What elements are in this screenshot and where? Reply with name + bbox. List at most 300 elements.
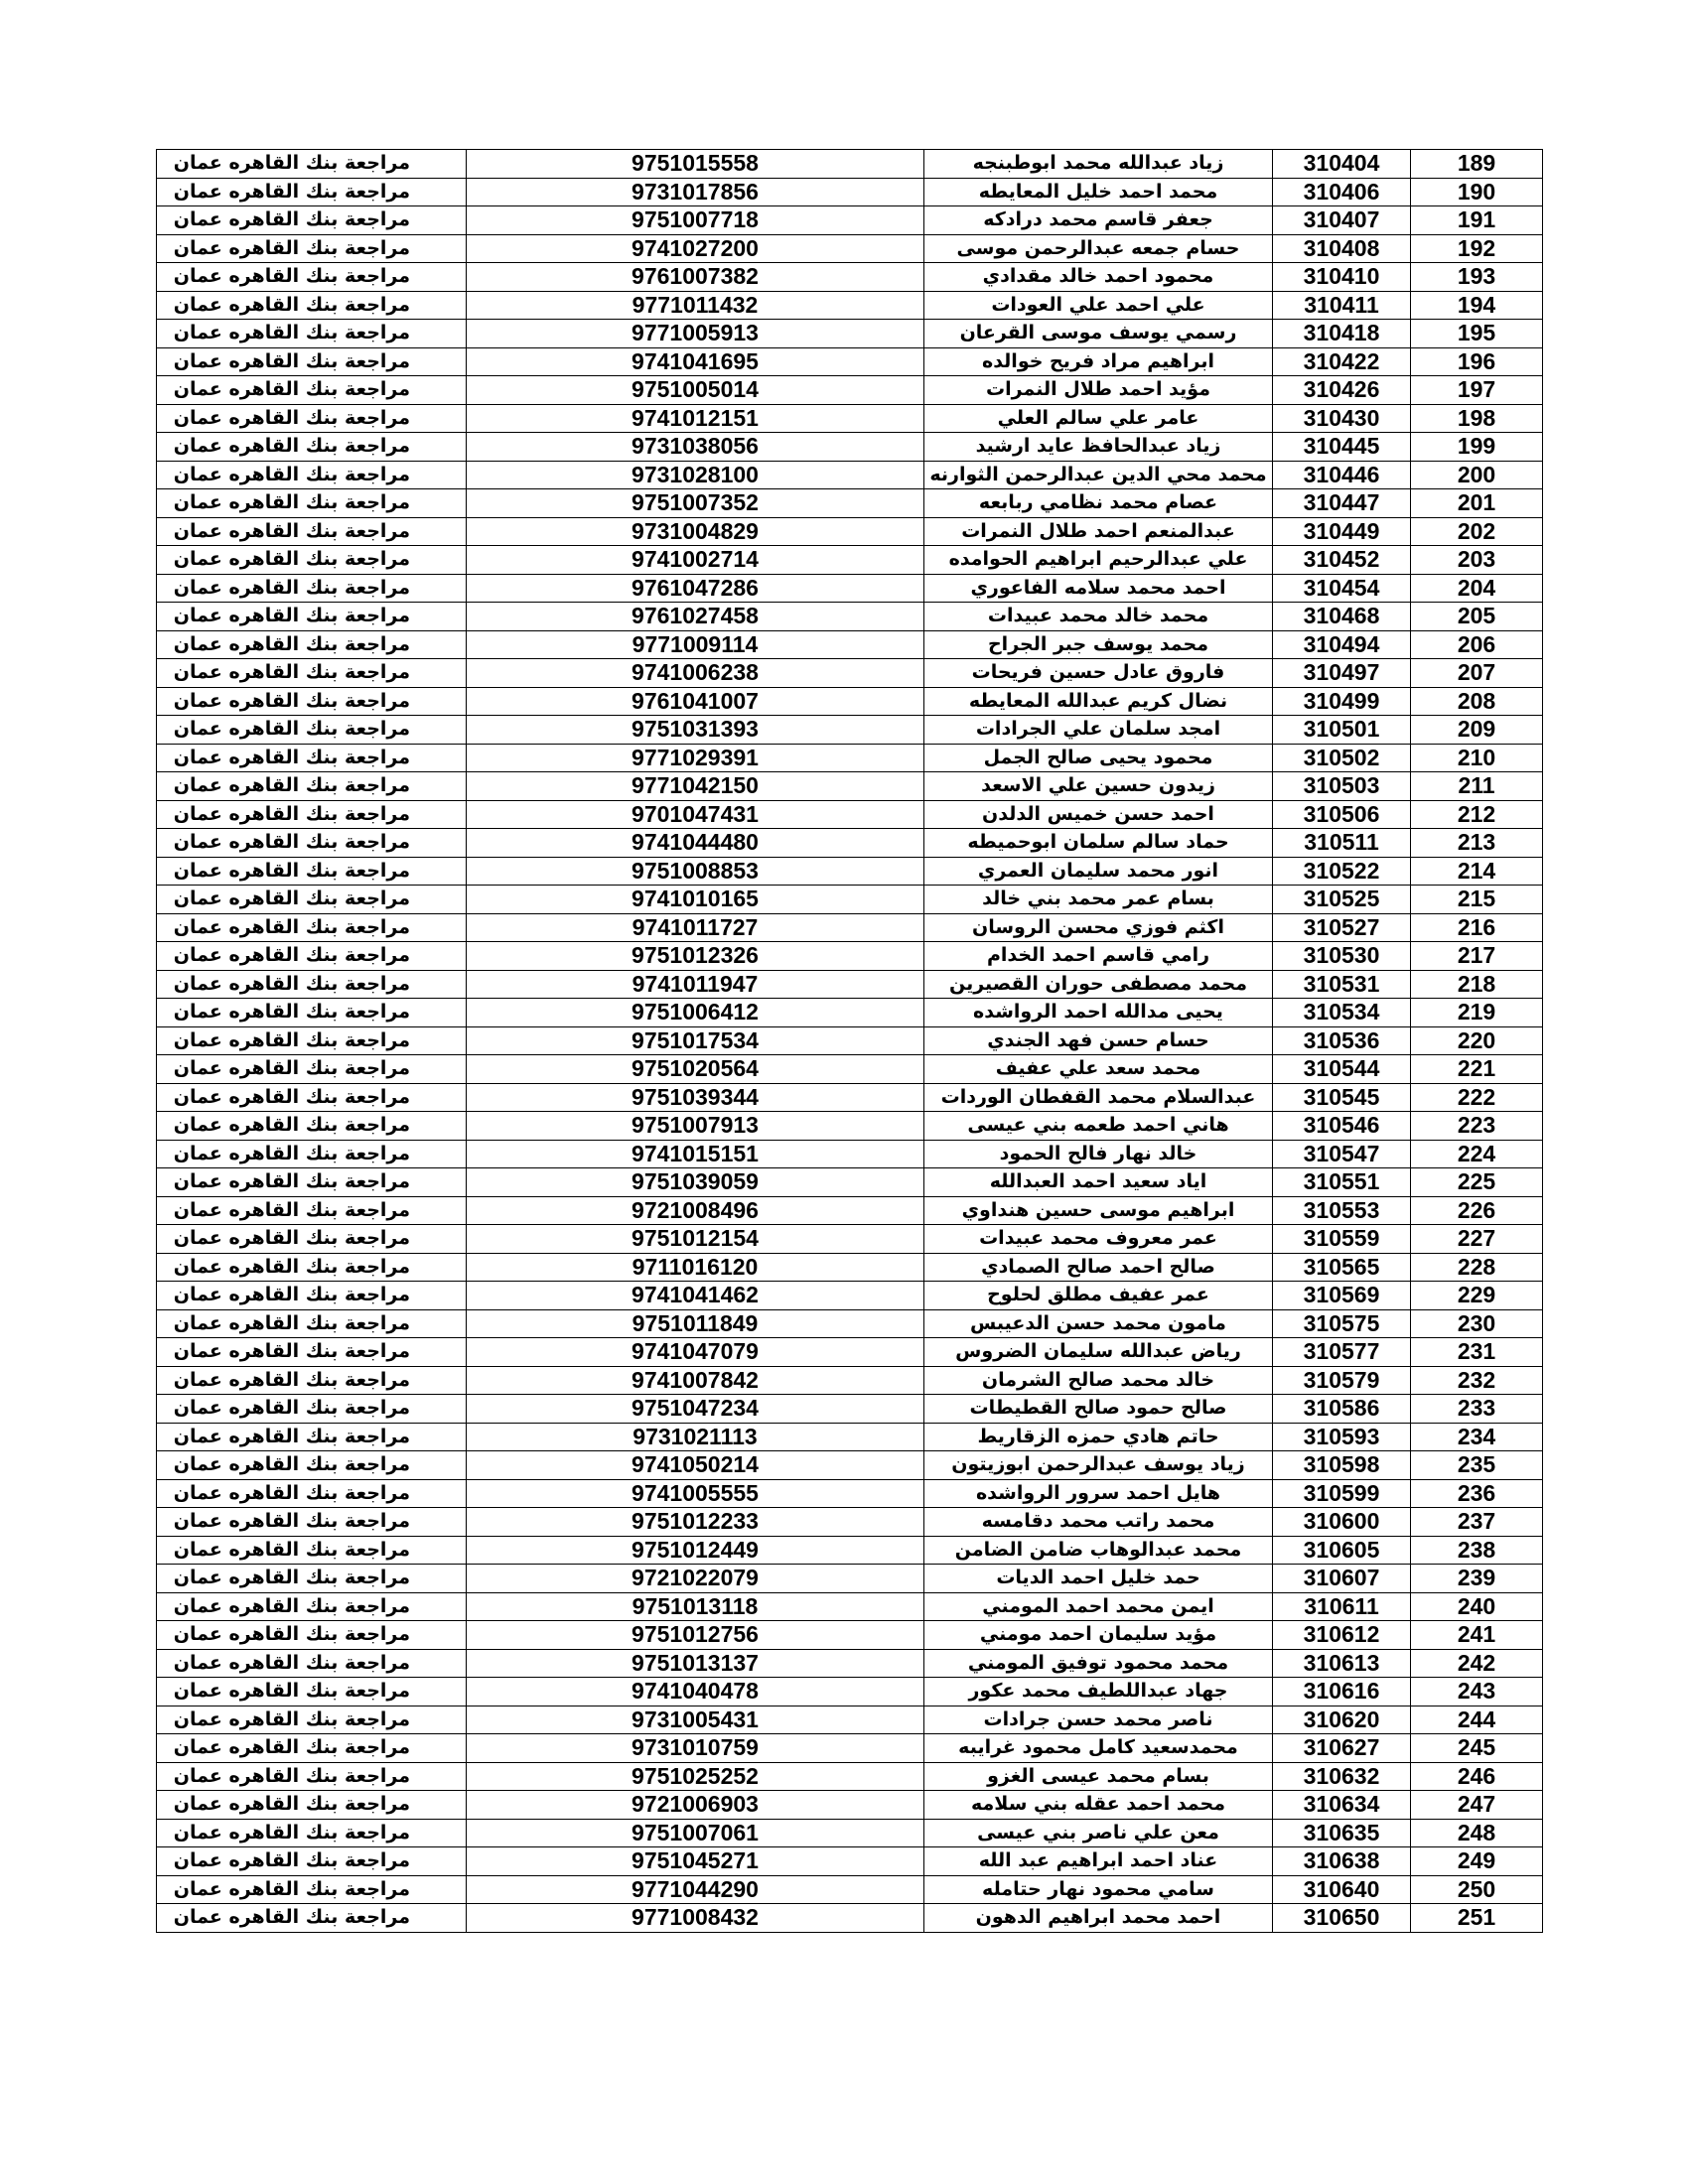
- sequence-number-cell: 227: [1411, 1225, 1543, 1254]
- id-number-cell: 310575: [1273, 1309, 1411, 1338]
- table-row: [157, 574, 1543, 603]
- sequence-number-cell: 202: [1411, 517, 1543, 546]
- sequence-number-cell: 208: [1411, 687, 1543, 716]
- review-note-cell: مراجعة بنك القاهره عمان: [157, 687, 467, 716]
- review-note-cell: مراجعة بنك القاهره عمان: [157, 603, 467, 631]
- person-name-cell: محمد محي الدين عبدالرحمن الثوارنه: [924, 461, 1273, 489]
- person-name-cell: محمود يحيى صالح الجمل: [924, 744, 1273, 772]
- phone-number-cell: 9701047431: [467, 800, 924, 829]
- phone-number-cell: 9731038056: [467, 433, 924, 462]
- sequence-number-cell: 231: [1411, 1338, 1543, 1367]
- review-note-cell: مراجعة بنك القاهره عمان: [157, 1649, 467, 1678]
- sequence-number-cell: 200: [1411, 461, 1543, 489]
- person-name-cell: محمد راتب محمد دقامسه: [924, 1508, 1273, 1537]
- person-name-cell: اياد سعيد احمد العبدالله: [924, 1168, 1273, 1197]
- person-name-cell: عصام محمد نظامي ربابعه: [924, 489, 1273, 518]
- table-row: [157, 1395, 1543, 1424]
- table-row: [157, 772, 1543, 801]
- sequence-number-cell: 246: [1411, 1762, 1543, 1791]
- table-row: [157, 1451, 1543, 1480]
- phone-number-cell: 9751039344: [467, 1083, 924, 1112]
- table-row: [157, 150, 1543, 179]
- person-name-cell: محمد احمد خليل المعايطه: [924, 178, 1273, 206]
- sequence-number-cell: 221: [1411, 1055, 1543, 1084]
- phone-number-cell: 9741015151: [467, 1140, 924, 1168]
- id-number-cell: 310607: [1273, 1565, 1411, 1593]
- id-number-cell: 310565: [1273, 1253, 1411, 1282]
- person-name-cell: عمر عفيف مطلق لحلوح: [924, 1282, 1273, 1310]
- id-number-cell: 310559: [1273, 1225, 1411, 1254]
- phone-number-cell: 9751047234: [467, 1395, 924, 1424]
- phone-number-cell: 9771042150: [467, 772, 924, 801]
- table-row: [157, 517, 1543, 546]
- person-name-cell: حسام جمعه عبدالرحمن موسى: [924, 234, 1273, 263]
- table-row: [157, 206, 1543, 235]
- phone-number-cell: 9751031393: [467, 716, 924, 745]
- sequence-number-cell: 249: [1411, 1847, 1543, 1876]
- review-note-cell: مراجعة بنك القاهره عمان: [157, 630, 467, 659]
- table-row: [157, 1225, 1543, 1254]
- review-note-cell: مراجعة بنك القاهره عمان: [157, 1875, 467, 1904]
- id-number-cell: 310430: [1273, 404, 1411, 433]
- table-row: [157, 1875, 1543, 1904]
- review-note-cell: مراجعة بنك القاهره عمان: [157, 546, 467, 575]
- sequence-number-cell: 198: [1411, 404, 1543, 433]
- phone-number-cell: 9731017856: [467, 178, 924, 206]
- review-note-cell: مراجعة بنك القاهره عمان: [157, 1508, 467, 1537]
- id-number-cell: 310586: [1273, 1395, 1411, 1424]
- review-note-cell: مراجعة بنك القاهره عمان: [157, 263, 467, 292]
- review-note-cell: مراجعة بنك القاهره عمان: [157, 1621, 467, 1650]
- table-row: [157, 829, 1543, 858]
- table-row: [157, 716, 1543, 745]
- id-number-cell: 310503: [1273, 772, 1411, 801]
- id-number-cell: 310501: [1273, 716, 1411, 745]
- sequence-number-cell: 223: [1411, 1112, 1543, 1141]
- review-note-cell: مراجعة بنك القاهره عمان: [157, 178, 467, 206]
- phone-number-cell: 9751045271: [467, 1847, 924, 1876]
- sequence-number-cell: 197: [1411, 376, 1543, 405]
- person-name-cell: بسام عمر محمد بني خالد: [924, 886, 1273, 914]
- phone-number-cell: 9731005431: [467, 1706, 924, 1734]
- table-row: [157, 886, 1543, 914]
- person-name-cell: عناد احمد ابراهيم عبد الله: [924, 1847, 1273, 1876]
- table-row: [157, 1253, 1543, 1282]
- table-row: [157, 291, 1543, 320]
- sequence-number-cell: 242: [1411, 1649, 1543, 1678]
- review-note-cell: مراجعة بنك القاهره عمان: [157, 1112, 467, 1141]
- review-note-cell: مراجعة بنك القاهره عمان: [157, 1565, 467, 1593]
- review-note-cell: مراجعة بنك القاهره عمان: [157, 1536, 467, 1565]
- review-note-cell: مراجعة بنك القاهره عمان: [157, 772, 467, 801]
- id-number-cell: 310635: [1273, 1819, 1411, 1847]
- phone-number-cell: 9751017534: [467, 1026, 924, 1055]
- id-number-cell: 310404: [1273, 150, 1411, 179]
- phone-number-cell: 9741044480: [467, 829, 924, 858]
- phone-number-cell: 9741047079: [467, 1338, 924, 1367]
- person-name-cell: محمد يوسف جبر الجراح: [924, 630, 1273, 659]
- person-name-cell: امجد سلمان علي الجرادات: [924, 716, 1273, 745]
- sequence-number-cell: 201: [1411, 489, 1543, 518]
- phone-number-cell: 9721008496: [467, 1196, 924, 1225]
- sequence-number-cell: 216: [1411, 913, 1543, 942]
- sequence-number-cell: 248: [1411, 1819, 1543, 1847]
- table-row: [157, 1112, 1543, 1141]
- id-number-cell: 310544: [1273, 1055, 1411, 1084]
- review-note-cell: مراجعة بنك القاهره عمان: [157, 1706, 467, 1734]
- sequence-number-cell: 217: [1411, 942, 1543, 971]
- id-number-cell: 310545: [1273, 1083, 1411, 1112]
- review-note-cell: مراجعة بنك القاهره عمان: [157, 1904, 467, 1933]
- id-number-cell: 310638: [1273, 1847, 1411, 1876]
- sequence-number-cell: 213: [1411, 829, 1543, 858]
- id-number-cell: 310611: [1273, 1592, 1411, 1621]
- sequence-number-cell: 247: [1411, 1791, 1543, 1820]
- review-note-cell: مراجعة بنك القاهره عمان: [157, 1734, 467, 1763]
- sequence-number-cell: 222: [1411, 1083, 1543, 1112]
- sequence-number-cell: 203: [1411, 546, 1543, 575]
- sequence-number-cell: 193: [1411, 263, 1543, 292]
- person-name-cell: محمود احمد خالد مقدادي: [924, 263, 1273, 292]
- review-note-cell: مراجعة بنك القاهره عمان: [157, 716, 467, 745]
- id-number-cell: 310634: [1273, 1791, 1411, 1820]
- phone-number-cell: 9771011432: [467, 291, 924, 320]
- person-name-cell: صالح حمود صالح القطيطات: [924, 1395, 1273, 1424]
- phone-number-cell: 9751012449: [467, 1536, 924, 1565]
- person-name-cell: ابراهيم مراد فريح خوالده: [924, 347, 1273, 376]
- table-row: [157, 1423, 1543, 1451]
- id-number-cell: 310446: [1273, 461, 1411, 489]
- table-row: [157, 234, 1543, 263]
- person-name-cell: رامي قاسم احمد الخدام: [924, 942, 1273, 971]
- person-name-cell: احمد محمد سلامه الفاعوري: [924, 574, 1273, 603]
- person-name-cell: زيدون حسين علي الاسعد: [924, 772, 1273, 801]
- table-row: [157, 433, 1543, 462]
- table-row: [157, 1168, 1543, 1197]
- table-row: [157, 1847, 1543, 1876]
- person-name-cell: جعفر قاسم محمد درادكه: [924, 206, 1273, 235]
- phone-number-cell: 9751006412: [467, 999, 924, 1027]
- person-name-cell: خالد محمد صالح الشرمان: [924, 1366, 1273, 1395]
- phone-number-cell: 9741041695: [467, 347, 924, 376]
- id-number-cell: 310502: [1273, 744, 1411, 772]
- id-number-cell: 310598: [1273, 1451, 1411, 1480]
- person-name-cell: احمد محمد ابراهيم الدهون: [924, 1904, 1273, 1933]
- id-number-cell: 310522: [1273, 857, 1411, 886]
- review-note-cell: مراجعة بنك القاهره عمان: [157, 404, 467, 433]
- sequence-number-cell: 229: [1411, 1282, 1543, 1310]
- table-row: [157, 1083, 1543, 1112]
- review-note-cell: مراجعة بنك القاهره عمان: [157, 942, 467, 971]
- review-note-cell: مراجعة بنك القاهره عمان: [157, 1140, 467, 1168]
- sequence-number-cell: 228: [1411, 1253, 1543, 1282]
- sequence-number-cell: 195: [1411, 320, 1543, 348]
- person-name-cell: عامر علي سالم العلي: [924, 404, 1273, 433]
- sequence-number-cell: 192: [1411, 234, 1543, 263]
- table-row: [157, 489, 1543, 518]
- id-number-cell: 310577: [1273, 1338, 1411, 1367]
- table-row: [157, 800, 1543, 829]
- review-note-cell: مراجعة بنك القاهره عمان: [157, 1762, 467, 1791]
- table-row: [157, 857, 1543, 886]
- table-row: [157, 913, 1543, 942]
- review-note-cell: مراجعة بنك القاهره عمان: [157, 857, 467, 886]
- id-number-cell: 310534: [1273, 999, 1411, 1027]
- person-name-cell: يحيى مدالله احمد الرواشده: [924, 999, 1273, 1027]
- phone-number-cell: 9751020564: [467, 1055, 924, 1084]
- sequence-number-cell: 230: [1411, 1309, 1543, 1338]
- sequence-number-cell: 209: [1411, 716, 1543, 745]
- id-number-cell: 310569: [1273, 1282, 1411, 1310]
- id-number-cell: 310406: [1273, 178, 1411, 206]
- table-row: [157, 1904, 1543, 1933]
- review-note-cell: مراجعة بنك القاهره عمان: [157, 291, 467, 320]
- phone-number-cell: 9751039059: [467, 1168, 924, 1197]
- id-number-cell: 310547: [1273, 1140, 1411, 1168]
- person-name-cell: انور محمد سليمان العمري: [924, 857, 1273, 886]
- phone-number-cell: 9741040478: [467, 1678, 924, 1706]
- sequence-number-cell: 236: [1411, 1479, 1543, 1508]
- person-name-cell: عبدالمنعم احمد طلال النمرات: [924, 517, 1273, 546]
- table-row: [157, 320, 1543, 348]
- id-number-cell: 310551: [1273, 1168, 1411, 1197]
- phone-number-cell: 9771029391: [467, 744, 924, 772]
- person-name-cell: فاروق عادل حسين فريحات: [924, 659, 1273, 688]
- review-note-cell: مراجعة بنك القاهره عمان: [157, 1026, 467, 1055]
- person-name-cell: بسام محمد عيسى الغزو: [924, 1762, 1273, 1791]
- phone-number-cell: 9761047286: [467, 574, 924, 603]
- table-row: [157, 1592, 1543, 1621]
- person-name-cell: محمد عبدالوهاب ضامن الضامن: [924, 1536, 1273, 1565]
- person-name-cell: عبدالسلام محمد القفطان الوردات: [924, 1083, 1273, 1112]
- person-name-cell: محمد سعد علي عفيف: [924, 1055, 1273, 1084]
- id-number-cell: 310593: [1273, 1423, 1411, 1451]
- table-row: [157, 744, 1543, 772]
- phone-number-cell: 9771005913: [467, 320, 924, 348]
- table-row: [157, 1309, 1543, 1338]
- review-note-cell: مراجعة بنك القاهره عمان: [157, 1678, 467, 1706]
- table-row: [157, 404, 1543, 433]
- phone-number-cell: 9751007913: [467, 1112, 924, 1141]
- review-note-cell: مراجعة بنك القاهره عمان: [157, 1395, 467, 1424]
- phone-number-cell: 9751012233: [467, 1508, 924, 1537]
- sequence-number-cell: 205: [1411, 603, 1543, 631]
- id-number-cell: 310527: [1273, 913, 1411, 942]
- person-name-cell: هاني احمد طعمه بني عيسى: [924, 1112, 1273, 1141]
- phone-number-cell: 9751008853: [467, 857, 924, 886]
- sequence-number-cell: 190: [1411, 178, 1543, 206]
- id-number-cell: 310650: [1273, 1904, 1411, 1933]
- id-number-cell: 310468: [1273, 603, 1411, 631]
- sequence-number-cell: 237: [1411, 1508, 1543, 1537]
- review-note-cell: مراجعة بنك القاهره عمان: [157, 461, 467, 489]
- review-note-cell: مراجعة بنك القاهره عمان: [157, 1282, 467, 1310]
- id-number-cell: 310627: [1273, 1734, 1411, 1763]
- sequence-number-cell: 233: [1411, 1395, 1543, 1424]
- roster-table: [156, 149, 1543, 1933]
- table-row: [157, 687, 1543, 716]
- review-note-cell: مراجعة بنك القاهره عمان: [157, 347, 467, 376]
- id-number-cell: 310506: [1273, 800, 1411, 829]
- sequence-number-cell: 199: [1411, 433, 1543, 462]
- id-number-cell: 310620: [1273, 1706, 1411, 1734]
- person-name-cell: حسام حسن فهد الجندي: [924, 1026, 1273, 1055]
- sequence-number-cell: 220: [1411, 1026, 1543, 1055]
- person-name-cell: محمد محمود توفيق المومني: [924, 1649, 1273, 1678]
- sequence-number-cell: 234: [1411, 1423, 1543, 1451]
- id-number-cell: 310525: [1273, 886, 1411, 914]
- person-name-cell: حمد خليل احمد الديات: [924, 1565, 1273, 1593]
- phone-number-cell: 9731028100: [467, 461, 924, 489]
- sequence-number-cell: 191: [1411, 206, 1543, 235]
- review-note-cell: مراجعة بنك القاهره عمان: [157, 800, 467, 829]
- sequence-number-cell: 219: [1411, 999, 1543, 1027]
- person-name-cell: احمد حسن خميس الدلدن: [924, 800, 1273, 829]
- phone-number-cell: 9751007061: [467, 1819, 924, 1847]
- phone-number-cell: 9751007352: [467, 489, 924, 518]
- person-name-cell: محمد احمد عقله بني سلامه: [924, 1791, 1273, 1820]
- person-name-cell: محمد خالد محمد عبيدات: [924, 603, 1273, 631]
- phone-number-cell: 9731010759: [467, 1734, 924, 1763]
- phone-number-cell: 9711016120: [467, 1253, 924, 1282]
- person-name-cell: زياد عبدالله محمد ابوطبنجه: [924, 150, 1273, 179]
- id-number-cell: 310536: [1273, 1026, 1411, 1055]
- person-name-cell: ابراهيم موسى حسين هنداوي: [924, 1196, 1273, 1225]
- person-name-cell: رسمي يوسف موسى القرعان: [924, 320, 1273, 348]
- table-row: [157, 1762, 1543, 1791]
- phone-number-cell: 9741027200: [467, 234, 924, 263]
- review-note-cell: مراجعة بنك القاهره عمان: [157, 913, 467, 942]
- table-row: [157, 1140, 1543, 1168]
- review-note-cell: مراجعة بنك القاهره عمان: [157, 1791, 467, 1820]
- person-name-cell: مؤيد احمد طلال النمرات: [924, 376, 1273, 405]
- id-number-cell: 310454: [1273, 574, 1411, 603]
- person-name-cell: حاتم هادي حمزه الزقاريط: [924, 1423, 1273, 1451]
- id-number-cell: 310410: [1273, 263, 1411, 292]
- phone-number-cell: 9721022079: [467, 1565, 924, 1593]
- table-row: [157, 376, 1543, 405]
- id-number-cell: 310422: [1273, 347, 1411, 376]
- table-row: [157, 1479, 1543, 1508]
- person-name-cell: مامون محمد حسن الدعيبس: [924, 1309, 1273, 1338]
- id-number-cell: 310600: [1273, 1508, 1411, 1537]
- person-name-cell: عمر معروف محمد عبيدات: [924, 1225, 1273, 1254]
- phone-number-cell: 9751012154: [467, 1225, 924, 1254]
- id-number-cell: 310612: [1273, 1621, 1411, 1650]
- review-note-cell: مراجعة بنك القاهره عمان: [157, 489, 467, 518]
- sequence-number-cell: 210: [1411, 744, 1543, 772]
- id-number-cell: 310499: [1273, 687, 1411, 716]
- table-row: [157, 178, 1543, 206]
- id-number-cell: 310445: [1273, 433, 1411, 462]
- person-name-cell: رياض عبدالله سليمان الضروس: [924, 1338, 1273, 1367]
- review-note-cell: مراجعة بنك القاهره عمان: [157, 320, 467, 348]
- table-row: [157, 1734, 1543, 1763]
- table-row: [157, 659, 1543, 688]
- phone-number-cell: 9751015558: [467, 150, 924, 179]
- id-number-cell: 310616: [1273, 1678, 1411, 1706]
- phone-number-cell: 9741012151: [467, 404, 924, 433]
- sequence-number-cell: 240: [1411, 1592, 1543, 1621]
- review-note-cell: مراجعة بنك القاهره عمان: [157, 1309, 467, 1338]
- table-row: [157, 1338, 1543, 1367]
- phone-number-cell: 9751007718: [467, 206, 924, 235]
- sequence-number-cell: 239: [1411, 1565, 1543, 1593]
- id-number-cell: 310494: [1273, 630, 1411, 659]
- phone-number-cell: 9741002714: [467, 546, 924, 575]
- phone-number-cell: 9751025252: [467, 1762, 924, 1791]
- phone-number-cell: 9761041007: [467, 687, 924, 716]
- review-note-cell: مراجعة بنك القاهره عمان: [157, 574, 467, 603]
- id-number-cell: 310447: [1273, 489, 1411, 518]
- id-number-cell: 310546: [1273, 1112, 1411, 1141]
- id-number-cell: 310579: [1273, 1366, 1411, 1395]
- sequence-number-cell: 212: [1411, 800, 1543, 829]
- table-row: [157, 1196, 1543, 1225]
- sequence-number-cell: 238: [1411, 1536, 1543, 1565]
- id-number-cell: 310408: [1273, 234, 1411, 263]
- id-number-cell: 310497: [1273, 659, 1411, 688]
- review-note-cell: مراجعة بنك القاهره عمان: [157, 1253, 467, 1282]
- phone-number-cell: 9761027458: [467, 603, 924, 631]
- table-row: [157, 1706, 1543, 1734]
- id-number-cell: 310613: [1273, 1649, 1411, 1678]
- review-note-cell: مراجعة بنك القاهره عمان: [157, 829, 467, 858]
- person-name-cell: حماد سالم سلمان ابوحميطه: [924, 829, 1273, 858]
- table-row: [157, 999, 1543, 1027]
- person-name-cell: سامي محمود نهار حتامله: [924, 1875, 1273, 1904]
- table-row: [157, 1508, 1543, 1537]
- phone-number-cell: 9751013137: [467, 1649, 924, 1678]
- review-note-cell: مراجعة بنك القاهره عمان: [157, 234, 467, 263]
- table-row: [157, 603, 1543, 631]
- review-note-cell: مراجعة بنك القاهره عمان: [157, 1196, 467, 1225]
- sequence-number-cell: 245: [1411, 1734, 1543, 1763]
- review-note-cell: مراجعة بنك القاهره عمان: [157, 1168, 467, 1197]
- table-row: [157, 1282, 1543, 1310]
- sequence-number-cell: 226: [1411, 1196, 1543, 1225]
- id-number-cell: 310426: [1273, 376, 1411, 405]
- person-name-cell: محمدسعيد كامل محمود غرايبه: [924, 1734, 1273, 1763]
- phone-number-cell: 9741011727: [467, 913, 924, 942]
- review-note-cell: مراجعة بنك القاهره عمان: [157, 1225, 467, 1254]
- review-note-cell: مراجعة بنك القاهره عمان: [157, 1338, 467, 1367]
- table-row: [157, 1819, 1543, 1847]
- review-note-cell: مراجعة بنك القاهره عمان: [157, 886, 467, 914]
- table-row: [157, 347, 1543, 376]
- table-row: [157, 942, 1543, 971]
- review-note-cell: مراجعة بنك القاهره عمان: [157, 1819, 467, 1847]
- id-number-cell: 310632: [1273, 1762, 1411, 1791]
- person-name-cell: جهاد عبداللطيف محمد عكور: [924, 1678, 1273, 1706]
- phone-number-cell: 9721006903: [467, 1791, 924, 1820]
- sequence-number-cell: 211: [1411, 772, 1543, 801]
- id-number-cell: 310640: [1273, 1875, 1411, 1904]
- sequence-number-cell: 235: [1411, 1451, 1543, 1480]
- table-row: [157, 1055, 1543, 1084]
- person-name-cell: علي عبدالرحيم ابراهيم الحوامده: [924, 546, 1273, 575]
- phone-number-cell: 9741006238: [467, 659, 924, 688]
- document-page: [156, 149, 1538, 1933]
- sequence-number-cell: 207: [1411, 659, 1543, 688]
- review-note-cell: مراجعة بنك القاهره عمان: [157, 206, 467, 235]
- review-note-cell: مراجعة بنك القاهره عمان: [157, 517, 467, 546]
- review-note-cell: مراجعة بنك القاهره عمان: [157, 1366, 467, 1395]
- review-note-cell: مراجعة بنك القاهره عمان: [157, 999, 467, 1027]
- phone-number-cell: 9731021113: [467, 1423, 924, 1451]
- review-note-cell: مراجعة بنك القاهره عمان: [157, 1592, 467, 1621]
- table-row: [157, 546, 1543, 575]
